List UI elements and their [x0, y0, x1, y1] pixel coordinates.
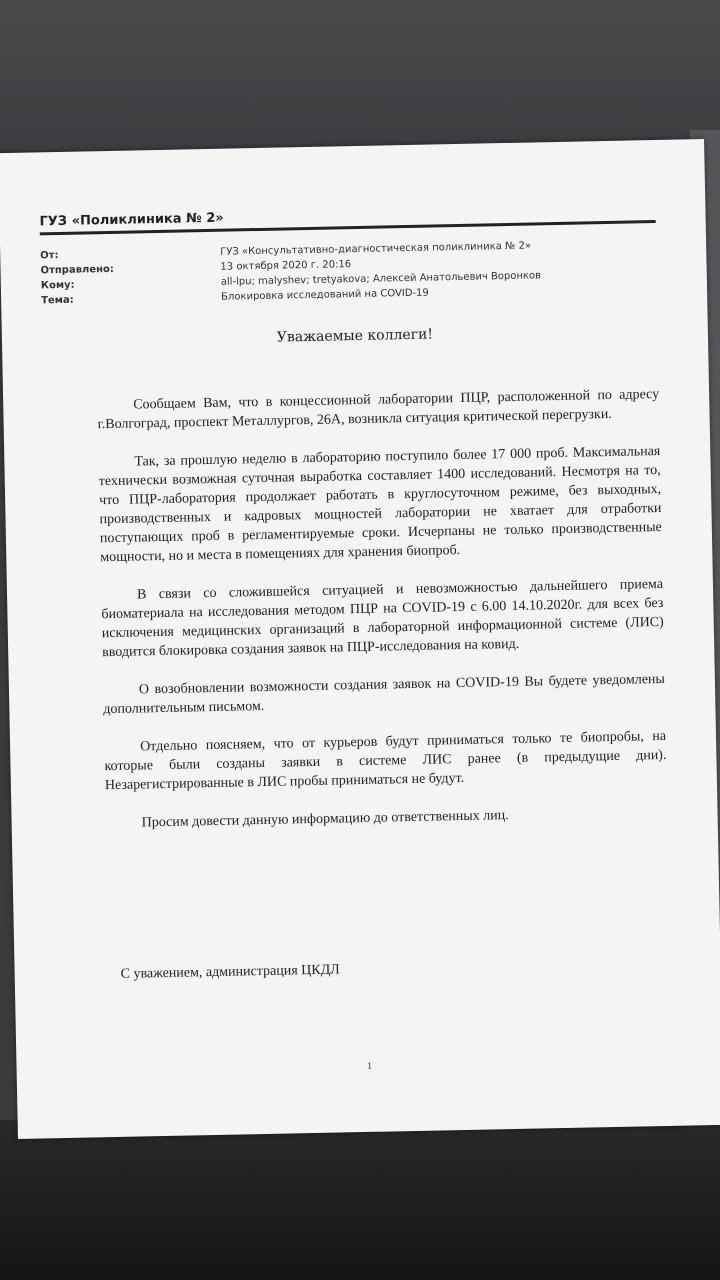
meta-label: От:: [40, 249, 59, 262]
greeting: Уважаемые коллеги!: [276, 326, 434, 346]
meta-value: all-lpu; malyshev; tretyakova; Алексей Анатольевич Воронков: [220, 270, 542, 288]
meta-label: Кому:: [40, 279, 75, 292]
meta-value: 13 октября 2020 г. 20:16: [220, 259, 352, 273]
paragraph: Отдельно поясняем, что от курьеров будут приниматься только те биопробы, на которые были созданы заявки в системе ЛИС ранее (в предыдущие дни). Незарегистрированные в ЛИС пробы приниматься не будут.: [104, 728, 667, 794]
closing-signature: С уважением, администрация ЦКДЛ: [120, 962, 340, 982]
background-bottom: [0, 1120, 720, 1280]
background-top: [0, 0, 720, 150]
letter-page: [0, 139, 720, 1139]
email-meta: [40, 236, 641, 308]
paragraph: Просим довести данную информацию до ответственных лиц.: [141, 808, 509, 831]
page-number: 1: [366, 1060, 373, 1072]
meta-value: ГУЗ «Консультативно-диагностическая поликлиника № 2»: [220, 240, 532, 258]
paragraph: Сообщаем Вам, что в концессионной лаборатории ПЦР, расположенной по адресу г.Волгоград, проспект Металлургов, 26А, возникла ситуация критической перегрузки.: [97, 386, 660, 433]
meta-label: Отправлено:: [40, 263, 114, 277]
meta-value: Блокировка исследований на COVID-19: [221, 287, 429, 303]
paragraph: Так, за прошлую неделю в лабораторию поступило более 17 000 проб. Максимальная технически возможная суточная выработка составляет 1400 исследований. Несмотря на то, что ПЦР-лаборатория продолжает работать в круглосуточном режиме, без выходных, производственных и кадровых мощностей лаборатории не хватает для отработки поступающих проб в регламентируемые сроки. Исчерпаны не только производственные мощности, но и места в помещениях для хранения биопроб.: [98, 443, 662, 566]
letter-body: [97, 385, 668, 852]
paragraph: В связи со сложившейся ситуацией и невозможностью дальнейшего приема биоматериала на исследования методом ПЦР на COVID-19 с 6.00 14.10.2020г. для всех без исключения медицинских организаций в лабораторной информационной системе (ЛИС) вводится блокировка создания заявок на ПЦР-исследования на ковид.: [101, 576, 664, 661]
organization-name: ГУЗ «Поликлиника № 2»: [39, 210, 224, 230]
meta-label: Тема:: [41, 294, 74, 307]
paragraph: О возобновлении возможности создания заявок на COVID-19 Вы будете уведомлены дополнительным письмом.: [103, 671, 666, 718]
